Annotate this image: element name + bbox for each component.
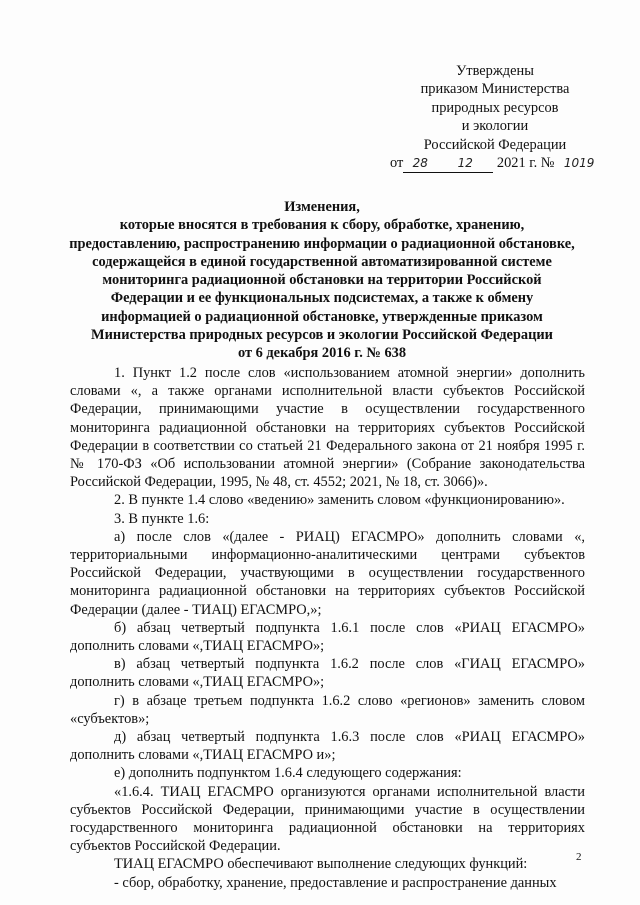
paragraph-8: д) абзац четвертый подпункта 1.6.3 после слов «РИАЦ ЕГАСМРО» дополнить словами «,ТИАЦ ЕГАСМРО и»; [70,729,585,764]
document-title [52,198,592,363]
paragraph-7: г) в абзаце третьем подпункта 1.6.2 слово «регионов» заменить словом «субъектов»; [70,692,585,727]
approval-line-2: приказом Министерства [420,81,570,98]
paragraph-9: е) дополнить подпунктом 1.6.4 следующего содержания: [114,765,462,782]
handwritten-order-number: 1019 [563,156,595,171]
date-prefix: от [390,155,404,172]
paragraph-6: в) абзац четвертый подпункта 1.6.2 после слов «ГИАЦ ЕГАСМРО» дополнить словами «,ТИАЦ ЕГАСМРО»; [70,656,585,691]
date-suffix: 2021 г. № [496,155,555,172]
title-heading: Изменения, [284,199,360,215]
paragraph-11: ТИАЦ ЕГАСМРО обеспечивают выполнение следующих функций: [114,856,528,873]
document-body [70,364,585,892]
paragraph-5: б) абзац четвертый подпункта 1.6.1 после слов «РИАЦ ЕГАСМРО» дополнить словами «,ТИАЦ ЕГАСМРО»; [70,619,585,655]
title-line-7: Министерства природных ресурсов и экологии Российской Федерации [91,327,553,344]
paragraph-1: 1. Пункт 1.2 после слов «использованием атомной энергии» дополнить словами «, а также органами исполнительной власти субъектов Российской Федерации, принимающими участие в осуществлении государственного мониторинга радиационной обстановки на территориях субъектов Российской Федерации в соответствии со статьей 21 Федерального закона от 21 ноября 1995 г. № 170-ФЗ «Об использовании атомной энергии» (Собрание законодательства Российской Федерации, 1995, № 48, ст. 4552; 2021, № 18, ст. 3066)». [70,365,585,491]
title-line-8: от 6 декабря 2016 г. № 638 [237,345,407,362]
approval-line-5: Российской Федерации [423,136,567,153]
title-line-4: мониторинга радиационной обстановки на территории Российской [102,272,542,289]
approval-line-4: и экологии [461,118,529,135]
paragraph-10: «1.6.4. ТИАЦ ЕГАСМРО организуются органами исполнительной власти субъектов Российской Федерации, принимающими участие в осуществлении государственного мониторинга радиационной обстановки на территориях субъектов Российской Федерации. [70,783,585,855]
approval-line-1: Утверждены [456,63,534,79]
title-line-2: предоставлению, распространению информации о радиационной обстановке, [69,235,575,252]
paragraph-3: 3. В пункте 1.6: [114,510,210,527]
title-line-3: содержащейся в единой государственной автоматизированной системе [92,253,552,270]
handwritten-month: 12 [437,154,493,173]
paragraph-12: - сбор, обработку, хранение, предоставление и распространение данных [114,874,557,891]
page-number: 2 [576,851,582,863]
paragraph-4: а) после слов «(далее - РИАЦ) ЕГАСМРО» дополнить словами «, территориальными информационно-аналитическими центрами субъектов Российской Федерации, участвующими в осуществлении государственного мониторинга радиационной обстановки на территориях субъектов Российской Федерации (далее - ТИАЦ) ЕГАСМРО,»; [70,528,585,618]
paragraph-2: 2. В пункте 1.4 слово «ведению» заменить словом «функционированию». [114,492,565,509]
approval-date-line [390,154,600,173]
approval-block [390,62,600,173]
title-line-6: информацией о радиационной обстановке, утвержденные приказом [101,308,543,325]
title-line-5: Федерации и ее функциональных подсистемах, а также к обмену [110,290,534,307]
approval-line-3: природных ресурсов [431,99,559,116]
title-line-1: которые вносятся в требования к сбору, обработке, хранению, [119,217,525,234]
handwritten-day: 28 [403,154,437,173]
